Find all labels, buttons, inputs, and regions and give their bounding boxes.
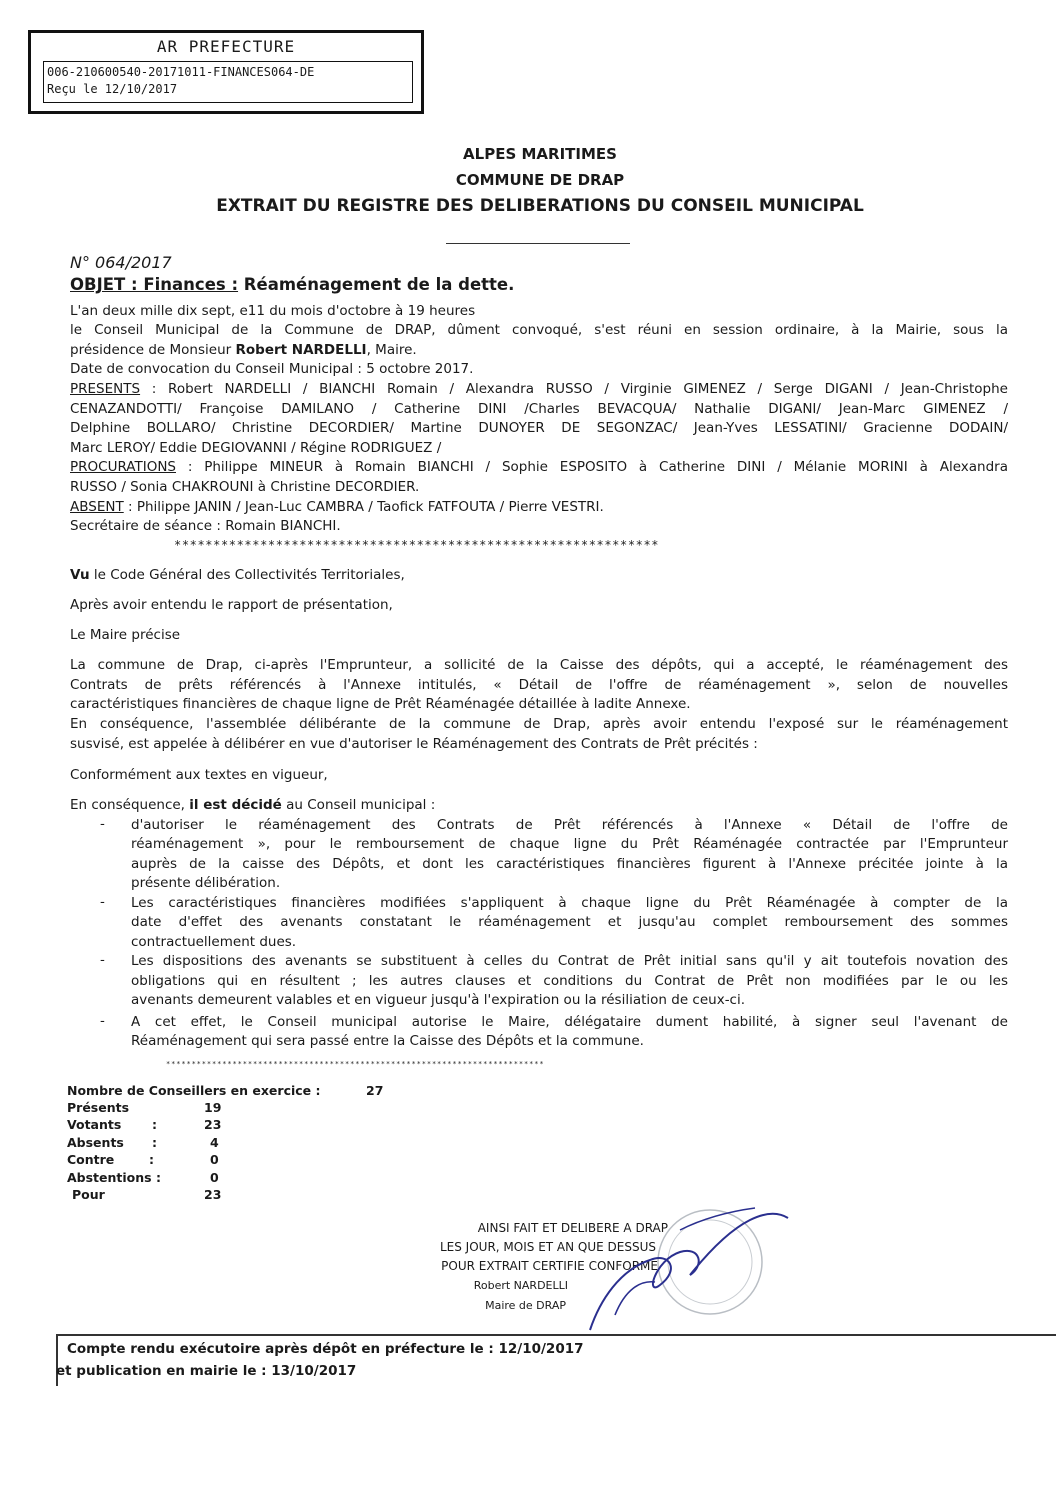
vote-row-colon: : (152, 1135, 157, 1150)
bullet-1-line-4: présente délibération. (131, 875, 281, 891)
vote-row-value: 19 (204, 1100, 222, 1115)
vote-row-label: Pour (72, 1187, 105, 1202)
bullet-2-line-3: contractuellement dues. (131, 934, 297, 950)
decision-text-after: au Conseil municipal : (281, 797, 436, 813)
signature-mayor-name: Robert NARDELLI (473, 1279, 568, 1292)
paragraph-2-line-1: En conséquence, l'assemblée délibérante de la commune de Drap, après avoir entendu l'exposé sur le réaménagement (70, 716, 1008, 732)
header-divider (446, 243, 630, 244)
presents-line-4: Marc LEROY/ Eddie DEGIOVANNI / Régine RODRIGUEZ / (70, 440, 442, 456)
bullet-3-line-1: Les dispositions des avenants se substituent à celles du Contrat de Prêt initial sans qu'il y ait toutefois novation des (131, 953, 1008, 969)
vote-en-exercice-label: Nombre de Conseillers en exercice : (67, 1083, 321, 1098)
document-title: EXTRAIT DU REGISTRE DES DELIBERATIONS DU CONSEIL MUNICIPAL (216, 196, 864, 216)
department-heading: ALPES MARITIMES (463, 145, 617, 163)
procurations-text-1: : Philippe MINEUR à Romain BIANCHI / Sophie ESPOSITO à Catherine DINI / Mélanie MORINI à Alexandra (176, 459, 1008, 475)
stamp-reference-box (43, 61, 413, 103)
stamp-reference: 006-210600540-20171011-FINANCES064-DE (47, 65, 315, 79)
stamp-title: AR PREFECTURE (156, 37, 296, 56)
procurations-line-1 (70, 458, 1008, 478)
paragraph-1-line-2: Contrats de prêts référencés à l'Annexe intitulés, « Détail de l'offre de réaménagement », selon de nouvelles (70, 677, 1008, 693)
signature-line-2: LES JOUR, MOIS ET AN QUE DESSUS (439, 1240, 656, 1254)
vote-row-colon: : (152, 1117, 157, 1132)
vu-text: le Code Général des Collectivités Territoriales, (89, 567, 405, 583)
footer-executory-line: Compte rendu exécutoire après dépôt en préfecture le : 12/10/2017 (67, 1341, 584, 1357)
maire-precise-line: Le Maire précise (70, 627, 181, 643)
signature-line-3: POUR EXTRAIT CERTIFIE CONFORME (441, 1259, 658, 1273)
bullet-3-line-2: obligations qui en résultent ; les autres clauses et conditions du Contrat de Prêt non modifiées par le ou les (131, 973, 1008, 989)
bullet-dash-4: - (100, 1013, 105, 1029)
convocation-date: Date de convocation du Conseil Municipal : 5 octobre 2017. (70, 361, 474, 377)
deliberation-object (70, 275, 514, 294)
vu-bold: Vu (70, 567, 90, 583)
procurations-label: PROCURATIONS (70, 459, 176, 475)
vote-en-exercice-value: 27 (366, 1083, 384, 1098)
vote-row-value: 23 (204, 1187, 222, 1202)
bullet-2-line-1: Les caractéristiques financières modifiées s'appliquent à chaque ligne du Prêt Réaménagée à compter de la (131, 895, 1008, 911)
vote-row-value: 4 (210, 1135, 219, 1150)
bullet-4-line-1: A cet effet, le Conseil municipal autorise le Maire, délégataire dument habilité, à signer seul l'avenant de (131, 1014, 1008, 1030)
vote-row-value: 0 (210, 1170, 219, 1185)
bullet-dash-1: - (100, 816, 105, 832)
bullet-1-line-3: auprès de la caisse des Dépôts, et dont les caractéristiques financières figurent à l'Annexe précitée jointe à la (131, 856, 1008, 872)
presents-line-3: Delphine BOLLARO/ Christine DECORDIER/ Martine DUNOYER DE SEGONZAC/ Jean-Yves LESSATINI/ Gracienne DODAIN/ (70, 420, 1008, 436)
separator-stars: ************************************************************** (174, 538, 660, 552)
preamble-presidence-line (70, 341, 417, 361)
conformement-line: Conformément aux textes en vigueur, (70, 767, 328, 783)
vote-row-label: Absents (67, 1135, 124, 1150)
commune-heading: COMMUNE DE DRAP (455, 171, 625, 189)
presidence-suffix: , Maire. (366, 342, 417, 358)
bullet-1-line-1: d'autoriser le réaménagement des Contrats de Prêt référencés à l'Annexe « Détail de l'offre de (131, 817, 1008, 833)
bullet-dash-3: - (100, 952, 105, 968)
deliberation-number: N° 064/2017 (70, 253, 172, 272)
absent-line (70, 498, 604, 518)
secretary-line: Secrétaire de séance : Romain BIANCHI. (70, 518, 341, 534)
decision-intro (70, 796, 435, 816)
prefecture-stamp (28, 30, 424, 114)
absent-label: ABSENT (70, 499, 124, 515)
bullet-3-line-3: avenants demeurent valables et en vigueur jusqu'à l'expiration ou la résiliation de ceux-ci. (131, 992, 746, 1008)
apres-line: Après avoir entendu le rapport de présentation, (70, 597, 393, 613)
preamble-session-line: le Conseil Municipal de la Commune de DRAP, dûment convoqué, s'est réuni en session ordinaire, à la Mairie, sous la (70, 322, 1008, 338)
bullet-2-line-2: date d'effet des avenants constatant le réaménagement et jusqu'au complet remboursement des sommes (131, 914, 1008, 930)
absent-text: : Philippe JANIN / Jean-Luc CAMBRA / Taofick FATFOUTA / Pierre VESTRI. (123, 499, 604, 515)
mayor-name: Robert NARDELLI (235, 342, 367, 358)
paragraph-1-line-1: La commune de Drap, ci-après l'Emprunteur, a sollicité de la Caisse des dépôts, qui a accepté, le réaménagement des (70, 657, 1008, 673)
bullet-1-line-2: réaménagement », pour le remboursement de chaque ligne du Prêt Réaménagée contractée par l'Emprunteur (131, 836, 1008, 852)
signature-line-1: AINSI FAIT ET DELIBERE A DRAP (477, 1221, 668, 1235)
presents-line-1 (70, 380, 1008, 400)
handwritten-signature (560, 1190, 800, 1340)
presents-label: PRESENTS (70, 381, 141, 397)
presidence-text: présidence de Monsieur (70, 342, 236, 358)
bullet-dash-2: - (100, 894, 105, 910)
footer-publication-line: et publication en mairie le : 13/10/2017 (56, 1363, 357, 1379)
decision-bold: il est décidé (189, 797, 282, 813)
paragraph-1-line-3: caractéristiques financières de chaque ligne de Prêt Réaménagée détaillée à ladite Annexe. (70, 696, 691, 712)
vote-row-value: 23 (204, 1117, 222, 1132)
vote-row-label: Présents (67, 1100, 130, 1115)
vote-row-value: 0 (210, 1152, 219, 1167)
vote-row-colon: : (149, 1152, 154, 1167)
vote-row-label: Abstentions : (67, 1170, 161, 1185)
presents-line-2: CENAZANDOTTI/ Françoise DAMILANO / Catherine DINI /Charles BEVACQUA/ Nathalie DIGANI/ Jean-Marc GIMENEZ / (70, 401, 1008, 417)
object-text: Réaménagement de la dette. (243, 275, 515, 294)
signature-mayor-title: Maire de DRAP (485, 1299, 566, 1312)
preamble-date-line: L'an deux mille dix sept, e11 du mois d'octobre à 19 heures (70, 303, 476, 319)
stamp-received-date: Reçu le 12/10/2017 (47, 82, 178, 96)
paragraph-2-line-2: susvisé, est appelée à délibérer en vue d'autoriser le Réaménagement des Contrats de Prêt précités : (70, 736, 758, 752)
vote-row-label: Contre (67, 1152, 115, 1167)
vu-line (70, 566, 405, 586)
procurations-line-2: RUSSO / Sonia CHAKROUNI à Christine DECORDIER. (70, 479, 420, 495)
object-label: OBJET : Finances : (70, 275, 239, 294)
presents-text-1: : Robert NARDELLI / BIANCHI Romain / Alexandra RUSSO / Virginie GIMENEZ / Serge DIGANI / Jean-Christophe (140, 381, 1008, 397)
separator-stars-2: ************************************************************************** (166, 1060, 545, 1068)
vote-row-label: Votants (67, 1117, 122, 1132)
bullet-4-line-2: Réaménagement qui sera passé entre la Caisse des Dépôts et la commune. (131, 1033, 644, 1049)
decision-text-before: En conséquence, (70, 797, 190, 813)
